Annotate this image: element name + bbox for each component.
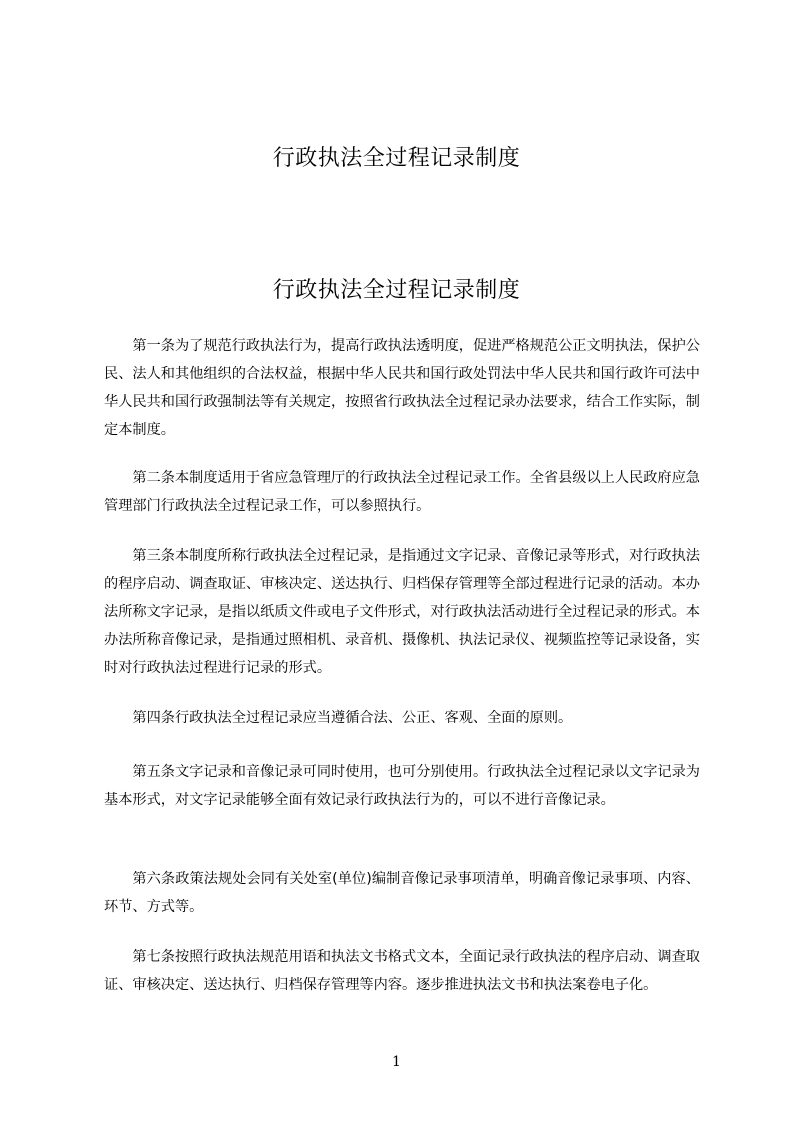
section-title: 行政执法全过程记录制度 bbox=[272, 278, 521, 303]
article-3-paragraph: 第三条本制度所称行政执法全过程记录，是指通过文字记录、音像记录等形式，对行政执法的程序启动、调查取证、审核决定、送达执行、归档保存管理等全部过程进行记录的活动。本办法所称文字记录，是指以纸质文件或电子文件形式，对行政执法活动进行全过程记录的形式。本办法所称音像记录，是指通过照相机、录音机、摄像机、执法记录仪、视频监控等记录设备，实时对行政执法过程进行记录的形式。 bbox=[104, 548, 700, 676]
article-6-paragraph: 第六条政策法规处会同有关处室(单位)编制音像记录事项清单，明确音像记录事项、内容、环节、方式等。 bbox=[104, 871, 700, 915]
article-5-paragraph: 第五条文字记录和音像记录可同时使用，也可分别使用。行政执法全过程记录以文字记录为基本形式，对文字记录能够全面有效记录行政执法行为的，可以不进行音像记录。 bbox=[104, 764, 700, 808]
article-7-paragraph: 第七条按照行政执法规范用语和执法文书格式文本，全面记录行政执法的程序启动、调查取证、审核决定、送达执行、归档保存管理等内容。逐步推进执法文书和执法案卷电子化。 bbox=[104, 949, 700, 993]
article-2-paragraph: 第二条本制度适用于省应急管理厅的行政执法全过程记录工作。全省县级以上人民政府应急管理部门行政执法全过程记录工作，可以参照执行。 bbox=[104, 470, 700, 514]
page-number: 1 bbox=[392, 1054, 401, 1070]
article-1-paragraph: 第一条为了规范行政执法行为，提高行政执法透明度，促进严格规范公正文明执法，保护公民、法人和其他组织的合法权益，根据中华人民共和国行政处罚法中华人民共和国行政许可法中华人民共和国行政强制法等有关规定，按照省行政执法全过程记录办法要求，结合工作实际，制定本制度。 bbox=[104, 338, 700, 438]
document-title: 行政执法全过程记录制度 bbox=[272, 146, 521, 171]
article-4-paragraph: 第四条行政执法全过程记录应当遵循合法、公正、客观、全面的原则。 bbox=[132, 710, 573, 726]
